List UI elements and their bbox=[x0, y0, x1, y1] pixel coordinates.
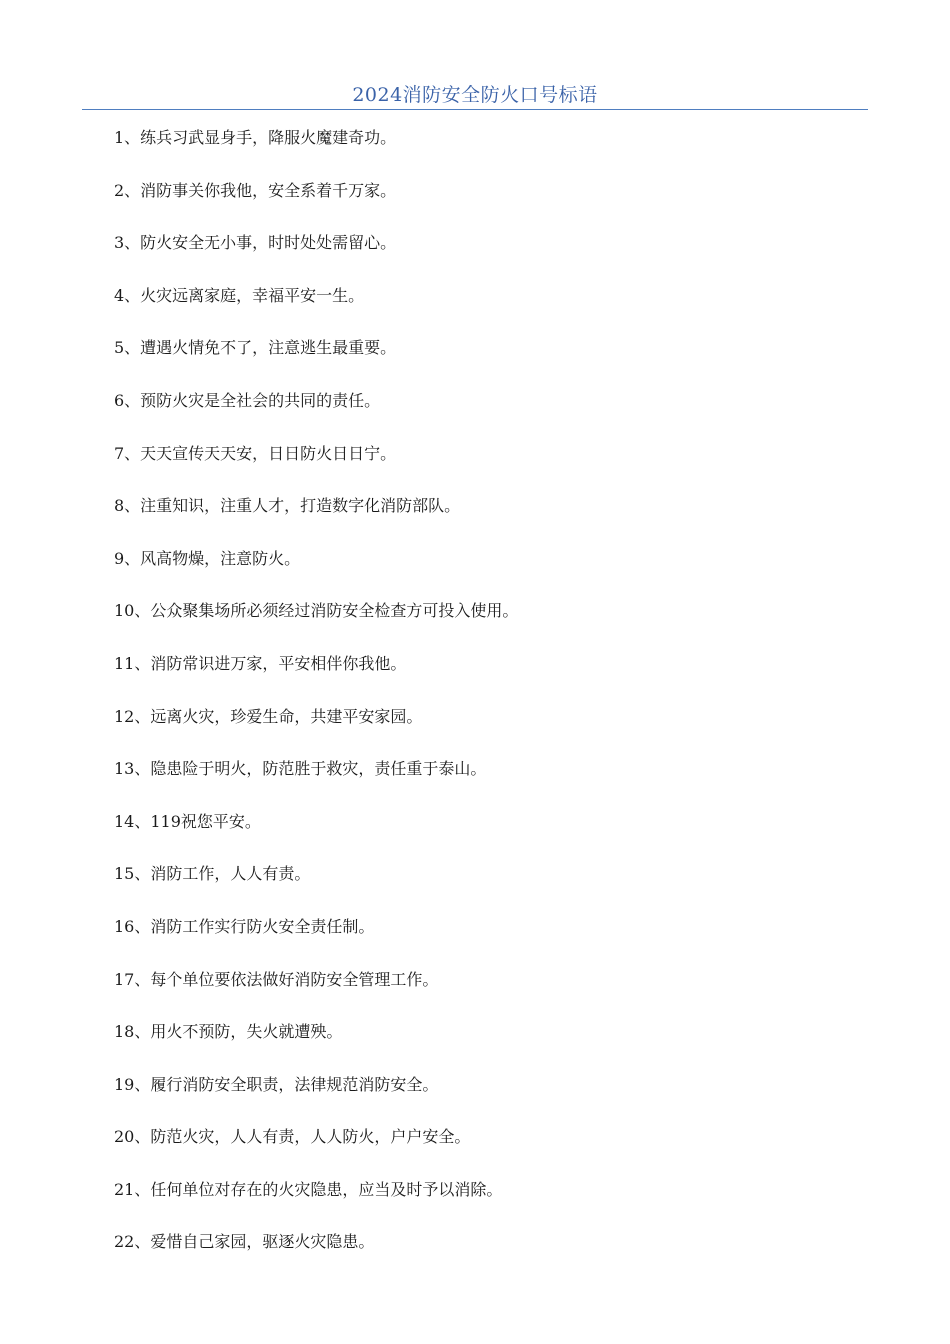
list-item: 16、消防工作实行防火安全责任制。 bbox=[114, 916, 375, 936]
list-item: 22、爱惜自己家园，驱逐火灾隐患。 bbox=[114, 1232, 375, 1252]
list-item: 21、任何单位对存在的火灾隐患，应当及时予以消除。 bbox=[114, 1179, 503, 1199]
title-divider bbox=[82, 109, 868, 110]
list-item: 12、远离火灾，珍爱生命，共建平安家园。 bbox=[114, 706, 423, 726]
list-item: 9、风高物燥，注意防火。 bbox=[114, 548, 301, 568]
list-item: 11、消防常识进万家，平安相伴你我他。 bbox=[114, 653, 407, 673]
list-item: 19、履行消防安全职责，法律规范消防安全。 bbox=[114, 1074, 439, 1094]
list-item: 18、用火不预防，失火就遭殃。 bbox=[114, 1022, 343, 1042]
list-item: 4、火灾远离家庭，幸福平安一生。 bbox=[114, 285, 365, 305]
slogan-list bbox=[114, 125, 874, 1282]
page-title: 2024消防安全防火口号标语 bbox=[352, 84, 598, 106]
list-item: 7、天天宣传天天安，日日防火日日宁。 bbox=[114, 443, 397, 463]
list-item: 8、注重知识，注重人才，打造数字化消防部队。 bbox=[114, 496, 461, 516]
list-item: 17、每个单位要依法做好消防安全管理工作。 bbox=[114, 969, 439, 989]
list-item: 1、练兵习武显身手，降服火魔建奇功。 bbox=[114, 128, 397, 147]
list-item: 14、119祝您平安。 bbox=[114, 811, 261, 831]
list-item: 13、隐患险于明火，防范胜于救灾，责任重于泰山。 bbox=[114, 759, 487, 779]
list-item: 10、公众聚集场所必须经过消防安全检查方可投入使用。 bbox=[114, 601, 519, 621]
list-item: 6、预防火灾是全社会的共同的责任。 bbox=[114, 390, 381, 410]
list-item: 3、防火安全无小事，时时处处需留心。 bbox=[114, 233, 397, 253]
list-item: 20、防范火灾，人人有责，人人防火，户户安全。 bbox=[114, 1127, 471, 1147]
list-item: 2、消防事关你我他，安全系着千万家。 bbox=[114, 180, 397, 200]
list-item: 15、消防工作，人人有责。 bbox=[114, 864, 311, 884]
list-item: 5、遭遇火情免不了，注意逃生最重要。 bbox=[114, 338, 397, 358]
